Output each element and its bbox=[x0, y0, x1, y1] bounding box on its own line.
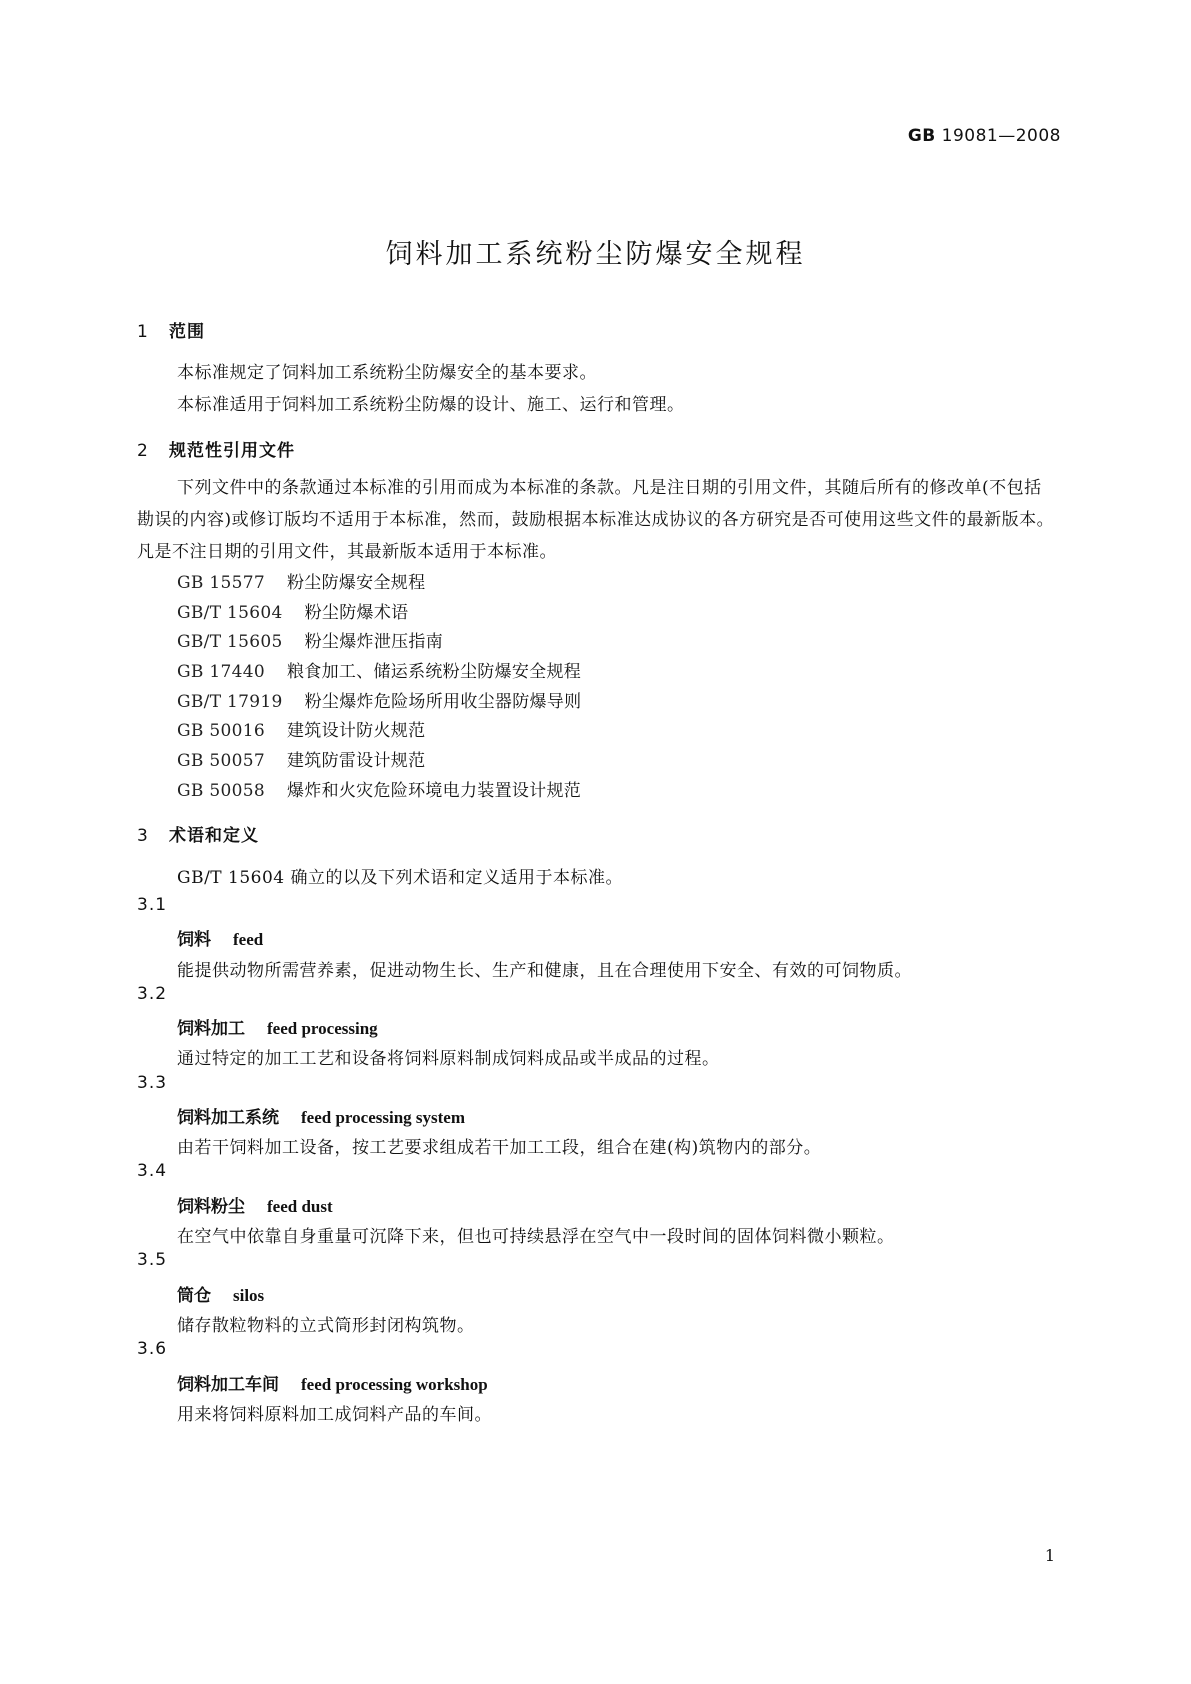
term-en: silos bbox=[233, 1286, 265, 1305]
term-definition: 由若干饲料加工设备，按工艺要求组成若干加工工段，组合在建(构)筑物内的部分。 bbox=[177, 1138, 822, 1158]
term-heading bbox=[177, 1370, 488, 1395]
reference-code: GB 15577 bbox=[177, 573, 265, 593]
reference-code: GB/T 17919 bbox=[177, 692, 283, 712]
reference-item bbox=[177, 568, 425, 593]
section-1-heading bbox=[137, 317, 205, 342]
term-en: feed processing workshop bbox=[301, 1375, 488, 1394]
term-zh: 饲料 bbox=[177, 930, 211, 950]
reference-item bbox=[177, 598, 408, 623]
reference-item bbox=[177, 716, 425, 741]
section-1-line-2: 本标准适用于饲料加工系统粉尘防爆的设计、施工、运行和管理。 bbox=[177, 395, 685, 415]
section-3-intro: GB/T 15604 确立的以及下列术语和定义适用于本标准。 bbox=[177, 868, 624, 888]
term-definition: 储存散粒物料的立式筒形封闭构筑物。 bbox=[177, 1316, 475, 1336]
section-2-intro: 下列文件中的条款通过本标准的引用而成为本标准的条款。凡是注日期的引用文件，其随后所有的修改单(不包括勘误的内容)或修订版均不适用于本标准，然而，鼓励根据本标准达成协议的各方研究是否可使用这些文件的最新版本。凡是不注日期的引用文件，其最新版本适用于本标准。 bbox=[137, 478, 1055, 562]
reference-item bbox=[177, 687, 581, 712]
reference-name: 粉尘爆炸泄压指南 bbox=[304, 632, 444, 652]
standard-number: 19081—2008 bbox=[941, 126, 1061, 146]
reference-item bbox=[177, 627, 443, 652]
term-heading bbox=[177, 1103, 465, 1128]
section-2-heading bbox=[137, 436, 295, 461]
term-zh: 饲料加工 bbox=[177, 1019, 245, 1039]
section-3-heading bbox=[137, 821, 259, 846]
term-heading bbox=[177, 925, 263, 950]
section-1-line-1: 本标准规定了饲料加工系统粉尘防爆安全的基本要求。 bbox=[177, 363, 597, 383]
term-zh: 饲料加工车间 bbox=[177, 1375, 279, 1395]
reference-name: 爆炸和火灾危险环境电力装置设计规范 bbox=[286, 781, 582, 801]
page-number: 1 bbox=[1044, 1546, 1055, 1565]
term-number: 3.4 bbox=[137, 1161, 168, 1181]
term-number: 3.3 bbox=[137, 1073, 168, 1093]
reference-item bbox=[177, 746, 425, 771]
term-en: feed bbox=[233, 930, 264, 949]
reference-code: GB 50058 bbox=[177, 781, 265, 801]
term-definition: 在空气中依靠自身重量可沉降下来，但也可持续悬浮在空气中一段时间的固体饲料微小颗粒。 bbox=[177, 1227, 895, 1247]
term-en: feed processing system bbox=[301, 1108, 465, 1127]
reference-name: 粉尘爆炸危险场所用收尘器防爆导则 bbox=[304, 692, 582, 712]
reference-name: 粮食加工、储运系统粉尘防爆安全规程 bbox=[286, 662, 582, 682]
reference-code: GB/T 15605 bbox=[177, 632, 283, 652]
term-heading bbox=[177, 1281, 264, 1306]
section-number: 2 bbox=[137, 441, 149, 461]
section-number: 3 bbox=[137, 826, 149, 846]
reference-item bbox=[177, 776, 581, 801]
reference-name: 建筑防雷设计规范 bbox=[286, 751, 426, 771]
section-title: 规范性引用文件 bbox=[169, 441, 295, 461]
reference-name: 建筑设计防火规范 bbox=[286, 721, 426, 741]
term-definition: 用来将饲料原料加工成饲料产品的车间。 bbox=[177, 1405, 492, 1425]
term-definition: 能提供动物所需营养素，促进动物生长、生产和健康，且在合理使用下安全、有效的可饲物质。 bbox=[177, 961, 912, 981]
term-heading bbox=[177, 1014, 378, 1039]
section-number: 1 bbox=[137, 322, 149, 342]
reference-code: GB 50016 bbox=[177, 721, 265, 741]
section-title: 范围 bbox=[169, 322, 205, 342]
term-number: 3.2 bbox=[137, 984, 168, 1004]
term-zh: 饲料粉尘 bbox=[177, 1197, 245, 1217]
term-number: 3.1 bbox=[137, 895, 168, 915]
standard-code bbox=[908, 126, 1061, 146]
reference-code: GB/T 15604 bbox=[177, 603, 283, 623]
section-title: 术语和定义 bbox=[169, 826, 259, 846]
term-en: feed dust bbox=[267, 1197, 333, 1216]
reference-code: GB 17440 bbox=[177, 662, 265, 682]
term-zh: 筒仓 bbox=[177, 1286, 211, 1306]
term-number: 3.6 bbox=[137, 1339, 168, 1359]
term-en: feed processing bbox=[267, 1019, 378, 1038]
standard-prefix: GB bbox=[907, 126, 936, 146]
term-number: 3.5 bbox=[137, 1250, 168, 1270]
term-heading bbox=[177, 1192, 333, 1217]
reference-name: 粉尘防爆术语 bbox=[304, 603, 409, 623]
term-definition: 通过特定的加工工艺和设备将饲料原料制成饲料成品或半成品的过程。 bbox=[177, 1049, 720, 1069]
document-title: 饲料加工系统粉尘防爆安全规程 bbox=[385, 239, 806, 270]
reference-code: GB 50057 bbox=[177, 751, 265, 771]
reference-item bbox=[177, 657, 581, 682]
term-zh: 饲料加工系统 bbox=[177, 1108, 279, 1128]
reference-name: 粉尘防爆安全规程 bbox=[286, 573, 426, 593]
